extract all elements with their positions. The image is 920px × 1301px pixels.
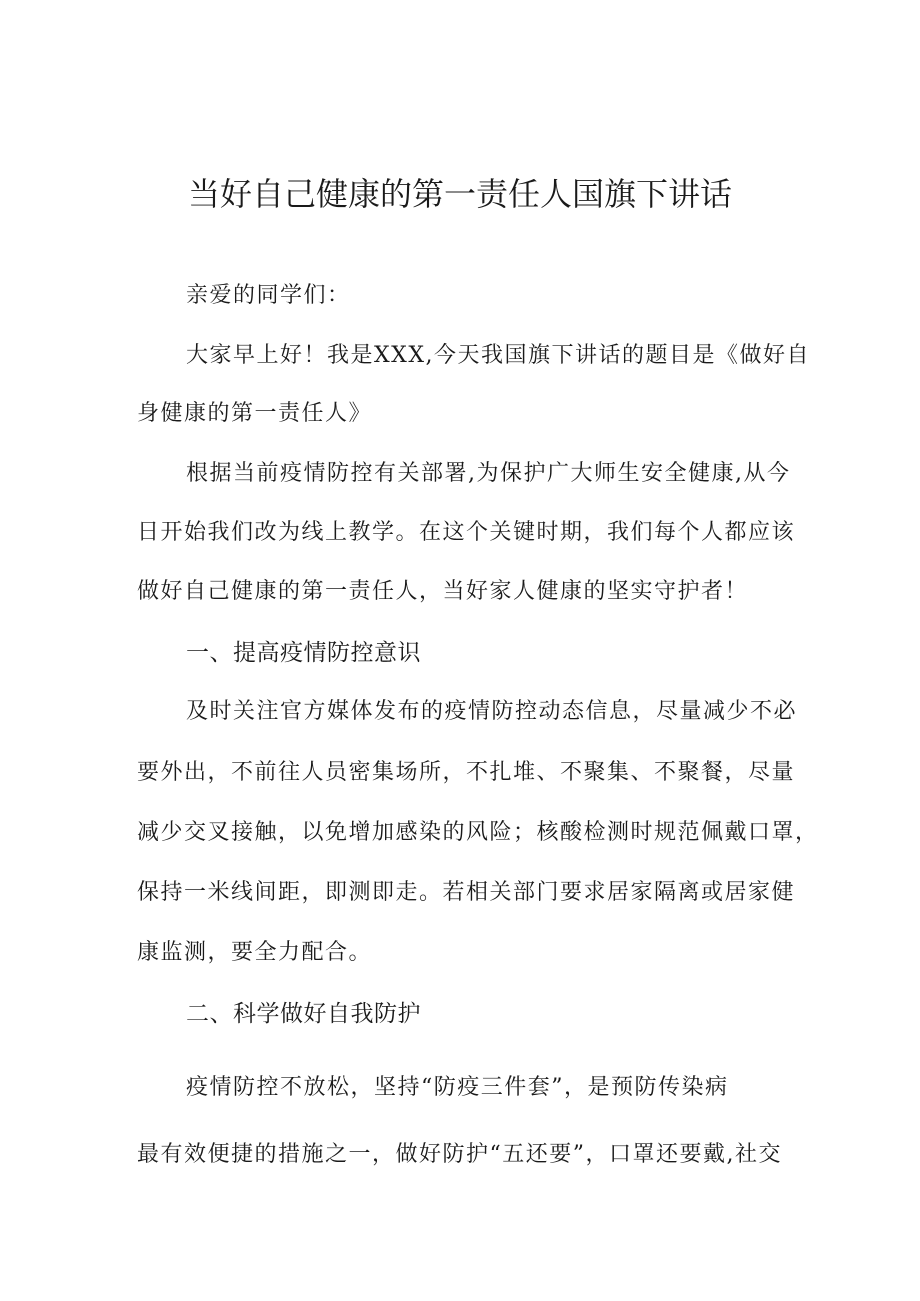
section-1-line-4: 保持一米线间距，即测即走。若相关部门要求居家隔离或居家健 — [137, 880, 796, 905]
section-1-line-3: 减少交叉接触，以免增加感染的风险；核酸检测时规范佩戴口罩， — [137, 820, 819, 845]
context-line-2: 日开始我们改为线上教学。在这个关键时期，我们每个人都应该 — [137, 520, 796, 545]
context-line-1: 根据当前疫情防控有关部署,为保护广大师生安全健康,从今 — [186, 461, 791, 486]
section-1-line-2: 要外出，不前往人员密集场所，不扎堆、不聚集、不聚餐，尽量 — [137, 760, 796, 785]
section-2-line-2: 最有效便捷的措施之一，做好防护“五还要”，口罩还要戴,社交 — [137, 1142, 782, 1167]
intro-line-1: 大家早上好！我是XXX,今天我国旗下讲话的题目是《做好自 — [186, 343, 810, 368]
context-line-3: 做好自己健康的第一责任人，当好家人健康的坚实守护者！ — [137, 579, 749, 604]
intro-line-2: 身健康的第一责任人》 — [137, 401, 373, 426]
greeting: 亲爱的同学们： — [186, 283, 351, 308]
section-2-line-1: 疫情防控不放松，坚持“防疫三件套”，是预防传染病 — [186, 1075, 729, 1100]
section-1-heading: 一、提高疫情防控意识 — [186, 640, 421, 666]
section-1-line-5: 康监测，要全力配合。 — [137, 940, 373, 965]
document-title: 当好自己健康的第一责任人国旗下讲话 — [187, 175, 732, 213]
section-1-line-1: 及时关注官方媒体发布的疫情防控动态信息，尽量减少不必 — [186, 699, 798, 724]
section-2-heading: 二、科学做好自我防护 — [186, 1001, 421, 1027]
